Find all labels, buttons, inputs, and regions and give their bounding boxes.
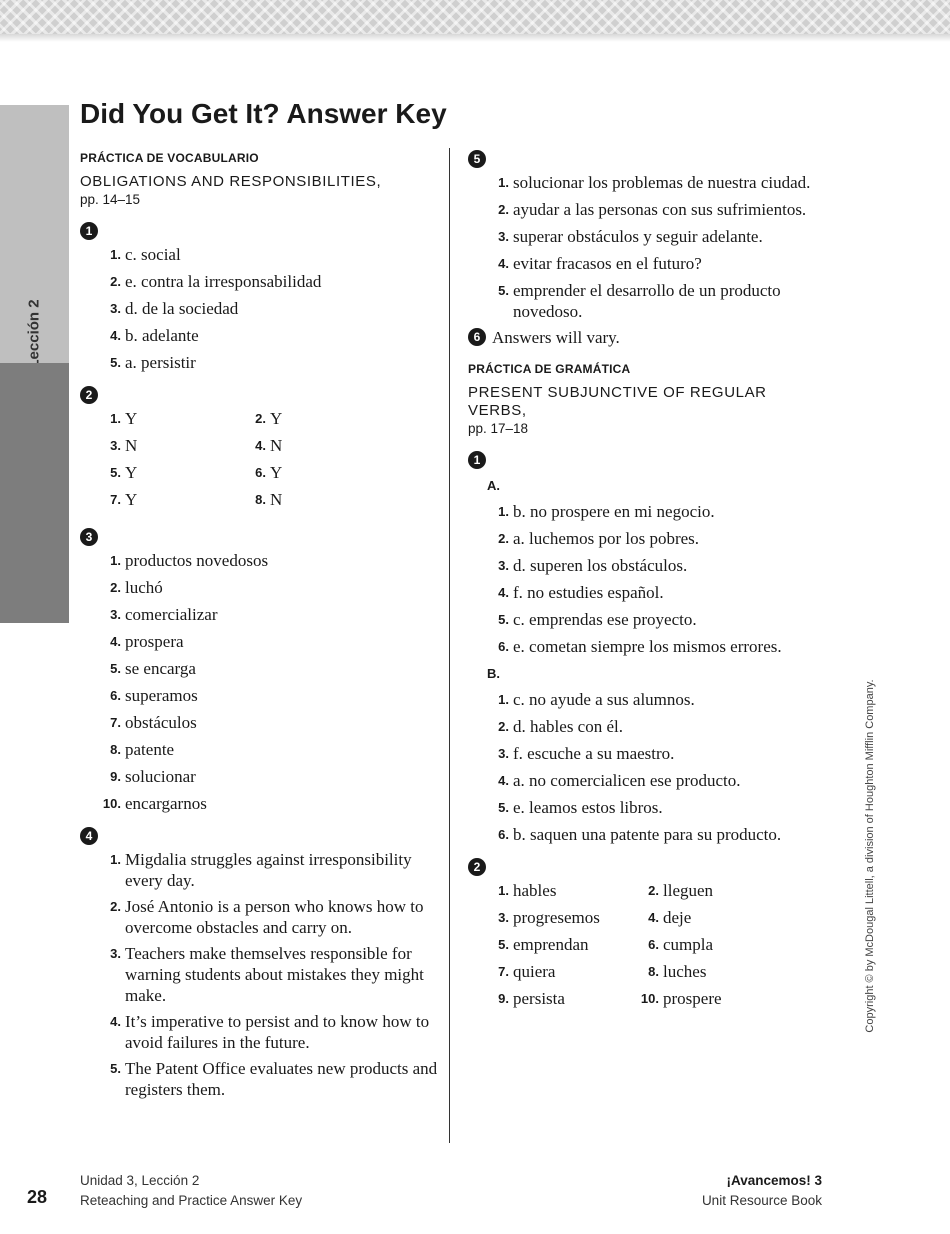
item-text: se encarga <box>125 659 196 678</box>
item-number: 10. <box>102 796 121 811</box>
item-text: N <box>270 436 283 455</box>
list-item <box>468 199 828 221</box>
item-text: encargarnos <box>125 794 207 813</box>
vocab-ex3-list <box>80 550 440 815</box>
item-number: 4. <box>498 585 509 600</box>
item-number: 7. <box>110 715 121 730</box>
column-divider <box>449 148 450 1143</box>
list-item <box>468 528 828 550</box>
part-b-label: B. <box>487 666 500 681</box>
item-text: deje <box>663 908 692 927</box>
item-number: 5. <box>498 283 509 298</box>
item-number: 2. <box>110 899 121 914</box>
ex6-answer: Answers will vary. <box>492 328 620 347</box>
item-text: superamos <box>125 686 198 705</box>
item-number: 4. <box>498 256 509 271</box>
right-column <box>468 148 828 1015</box>
item-text: Migdalia struggles against irresponsibility every day. <box>125 850 412 890</box>
list-item <box>225 489 370 511</box>
list-item <box>80 943 440 1006</box>
item-text: obstáculos <box>125 713 197 732</box>
item-text: c. social <box>125 245 181 264</box>
list-item <box>80 712 440 734</box>
grammar-exercise-badge-1: 1 <box>468 451 486 469</box>
item-number: 5. <box>498 937 509 952</box>
footer-book-title: Unit Resource Book <box>701 1193 822 1208</box>
list-item <box>468 716 828 738</box>
vocab-section-title: OBLIGATIONS AND RESPONSIBILITIES, <box>80 173 382 190</box>
item-number: 4. <box>255 438 266 453</box>
list-item <box>225 435 370 457</box>
header-band-fade <box>0 34 950 42</box>
list-item <box>468 907 618 929</box>
list-item <box>468 636 828 658</box>
item-text: d. de la sociedad <box>125 299 239 318</box>
item-number: 2. <box>498 719 509 734</box>
item-number: 2. <box>255 411 266 426</box>
item-text: d. hables con él. <box>513 717 623 736</box>
item-number: 6. <box>498 827 509 842</box>
item-number: 1. <box>110 852 121 867</box>
side-tab-answer-key <box>0 363 69 929</box>
item-text: patente <box>125 740 175 759</box>
item-text: Y <box>270 409 283 428</box>
list-item <box>618 961 768 983</box>
list-item <box>80 793 440 815</box>
list-item <box>468 770 828 792</box>
page-title: Did You Get It? Answer Key <box>80 98 447 129</box>
list-item <box>80 1058 440 1100</box>
list-item <box>80 577 440 599</box>
footer-book-section: Reteaching and Practice Answer Key <box>80 1193 303 1208</box>
item-number: 2. <box>110 274 121 289</box>
list-item <box>225 462 370 484</box>
item-text: cumpla <box>663 935 714 954</box>
list-item <box>80 550 440 572</box>
item-number: 5. <box>110 1061 121 1076</box>
grammar-ex2-list <box>468 880 828 1015</box>
list-item <box>468 797 828 819</box>
item-number: 3. <box>110 607 121 622</box>
list-item <box>80 658 440 680</box>
side-tab-key-line1: Reteaching and Practice <box>12 753 29 929</box>
list-item <box>80 739 440 761</box>
vocab-ex4-list <box>80 849 440 1100</box>
item-number: 8. <box>110 742 121 757</box>
item-number: 7. <box>498 964 509 979</box>
list-item <box>468 582 828 604</box>
grammar-exercise-badge-2: 2 <box>468 858 486 876</box>
exercise-badge-6: 6 <box>468 328 486 346</box>
item-number: 4. <box>498 773 509 788</box>
list-item <box>80 271 440 293</box>
item-number: 2. <box>498 202 509 217</box>
item-text: It’s imperative to persist and to know how to avoid failures in the future. <box>125 1012 430 1052</box>
vocab-ex6 <box>468 327 828 349</box>
vocab-ex2-list <box>80 408 440 516</box>
item-text: comercializar <box>125 605 218 624</box>
item-text: e. leamos estos libros. <box>513 798 663 817</box>
item-number: 3. <box>110 946 121 961</box>
list-item <box>80 298 440 320</box>
grammar-pages: pp. 17–18 <box>468 421 529 436</box>
list-item <box>468 609 828 631</box>
list-item <box>80 352 440 374</box>
item-text: Y <box>125 463 138 482</box>
item-text: e. contra la irresponsabilidad <box>125 272 322 291</box>
list-item <box>468 934 618 956</box>
item-text: luchó <box>125 578 163 597</box>
left-column <box>80 148 440 1105</box>
list-item <box>80 766 440 788</box>
item-number: 2. <box>110 580 121 595</box>
exercise-badge-3: 3 <box>80 528 98 546</box>
list-item <box>468 253 828 275</box>
list-item <box>80 489 225 511</box>
item-text: N <box>270 490 283 509</box>
item-number: 1. <box>498 692 509 707</box>
item-text: a. persistir <box>125 353 196 372</box>
list-item <box>468 501 828 523</box>
list-item <box>468 988 618 1010</box>
list-item <box>468 743 828 765</box>
item-number: 1. <box>110 553 121 568</box>
item-number: 7. <box>110 492 121 507</box>
item-text: evitar fracasos en el futuro? <box>513 254 702 273</box>
list-item <box>80 896 440 938</box>
list-item <box>80 244 440 266</box>
list-item <box>80 604 440 626</box>
item-text: Y <box>270 463 283 482</box>
item-number: 6. <box>498 639 509 654</box>
list-item <box>468 226 828 248</box>
list-item <box>80 325 440 347</box>
item-text: superar obstáculos y seguir adelante. <box>513 227 763 246</box>
list-item <box>80 408 225 430</box>
item-number: 3. <box>498 910 509 925</box>
grammar-ex1b-list <box>468 689 828 846</box>
item-number: 6. <box>648 937 659 952</box>
list-item <box>468 280 828 322</box>
item-number: 1. <box>498 504 509 519</box>
item-text: emprender el desarrollo de un producto novedoso. <box>513 281 781 321</box>
item-text: lleguen <box>663 881 714 900</box>
item-number: 2. <box>498 531 509 546</box>
list-item <box>618 907 768 929</box>
item-number: 4. <box>110 1014 121 1029</box>
item-text: a. no comercialicen ese producto. <box>513 771 741 790</box>
item-number: 3. <box>498 558 509 573</box>
item-text: progresemos <box>513 908 600 927</box>
item-text: e. cometan siempre los mismos errores. <box>513 637 782 656</box>
item-number: 4. <box>110 328 121 343</box>
item-number: 9. <box>498 991 509 1006</box>
exercise-badge-1: 1 <box>80 222 98 240</box>
exercise-badge-4: 4 <box>80 827 98 845</box>
list-item <box>468 555 828 577</box>
footer-series-title: ¡Avancemos! 3 <box>726 1173 822 1188</box>
item-number: 5. <box>110 355 121 370</box>
item-text: productos novedosos <box>125 551 269 570</box>
item-text: d. superen los obstáculos. <box>513 556 688 575</box>
list-item <box>618 988 768 1010</box>
list-item <box>468 824 828 846</box>
list-item <box>468 172 828 194</box>
item-number: 5. <box>498 800 509 815</box>
item-text: persista <box>513 989 565 1008</box>
item-text: prospere <box>663 989 722 1008</box>
item-number: 10. <box>640 991 659 1006</box>
vocab-pages: pp. 14–15 <box>80 192 141 207</box>
list-item <box>80 435 225 457</box>
item-text: luches <box>663 962 707 981</box>
item-text: hables <box>513 881 557 900</box>
side-tab-key-line2: Answer Key <box>30 798 47 884</box>
item-number: 8. <box>255 492 266 507</box>
list-item <box>618 880 768 902</box>
item-text: solucionar los problemas de nuestra ciudad. <box>513 173 811 192</box>
grammar-section-label: PRÁCTICA DE GRAMÁTICA <box>468 362 631 376</box>
item-number: 3. <box>110 438 121 453</box>
item-number: 1. <box>110 411 121 426</box>
item-text: c. no ayude a sus alumnos. <box>513 690 695 709</box>
side-tab-answer-key-text <box>12 711 48 971</box>
list-item <box>80 1011 440 1053</box>
list-item <box>468 880 618 902</box>
list-item <box>80 685 440 707</box>
item-text: f. escuche a su maestro. <box>513 744 675 763</box>
item-text: Y <box>125 409 138 428</box>
item-number: 6. <box>110 688 121 703</box>
list-item <box>468 961 618 983</box>
list-item <box>468 689 828 711</box>
vocab-ex1-list <box>80 244 440 374</box>
item-number: 9. <box>110 769 121 784</box>
list-item <box>80 462 225 484</box>
item-text: c. emprendas ese proyecto. <box>513 610 697 629</box>
page-number: 28 <box>27 1187 48 1207</box>
footer-right <box>620 1171 822 1211</box>
item-number: 4. <box>648 910 659 925</box>
item-text: b. saquen una patente para su producto. <box>513 825 782 844</box>
grammar-ex1a-list <box>468 501 828 658</box>
part-a-label: A. <box>487 478 500 493</box>
exercise-badge-2: 2 <box>80 386 98 404</box>
footer-unit-lesson: Unidad 3, Lección 2 <box>80 1173 200 1188</box>
list-item <box>225 408 370 430</box>
item-number: 4. <box>110 634 121 649</box>
side-tab-unit <box>0 105 69 363</box>
item-text: The Patent Office evaluates new products and registers them. <box>125 1059 438 1099</box>
item-number: 2. <box>648 883 659 898</box>
item-number: 1. <box>110 247 121 262</box>
item-text: prospera <box>125 632 184 651</box>
item-text: José Antonio is a person who knows how to overcome obstacles and carry on. <box>125 897 424 937</box>
footer-left <box>80 1171 302 1211</box>
item-number: 5. <box>110 661 121 676</box>
item-text: b. no prospere en mi negocio. <box>513 502 715 521</box>
item-text: N <box>125 436 138 455</box>
item-number: 1. <box>498 175 509 190</box>
item-text: solucionar <box>125 767 196 786</box>
item-number: 3. <box>498 746 509 761</box>
grammar-section-title: PRESENT SUBJUNCTIVE OF REGULAR VERBS, <box>468 384 767 419</box>
vocab-ex5-list <box>468 172 828 322</box>
item-text: b. adelante <box>125 326 199 345</box>
item-number: 3. <box>110 301 121 316</box>
item-text: emprendan <box>513 935 589 954</box>
list-item <box>80 631 440 653</box>
item-text: ayudar a las personas con sus sufrimientos. <box>513 200 807 219</box>
copyright-notice: Copyright © by McDougal Littell, a division of Houghton Mifflin Company. <box>864 679 876 1033</box>
item-number: 1. <box>498 883 509 898</box>
item-text: Teachers make themselves responsible for warning students about mistakes they might make. <box>125 944 424 1005</box>
item-text: quiera <box>513 962 556 981</box>
list-item <box>80 849 440 891</box>
item-text: f. no estudies español. <box>513 583 664 602</box>
item-number: 6. <box>255 465 266 480</box>
item-text: a. luchemos por los pobres. <box>513 529 700 548</box>
item-number: 8. <box>648 964 659 979</box>
item-number: 3. <box>498 229 509 244</box>
item-number: 5. <box>498 612 509 627</box>
exercise-badge-5: 5 <box>468 150 486 168</box>
vocab-section-label: PRÁCTICA DE VOCABULARIO <box>80 151 259 165</box>
list-item <box>618 934 768 956</box>
item-number: 5. <box>110 465 121 480</box>
item-text: Y <box>125 490 138 509</box>
